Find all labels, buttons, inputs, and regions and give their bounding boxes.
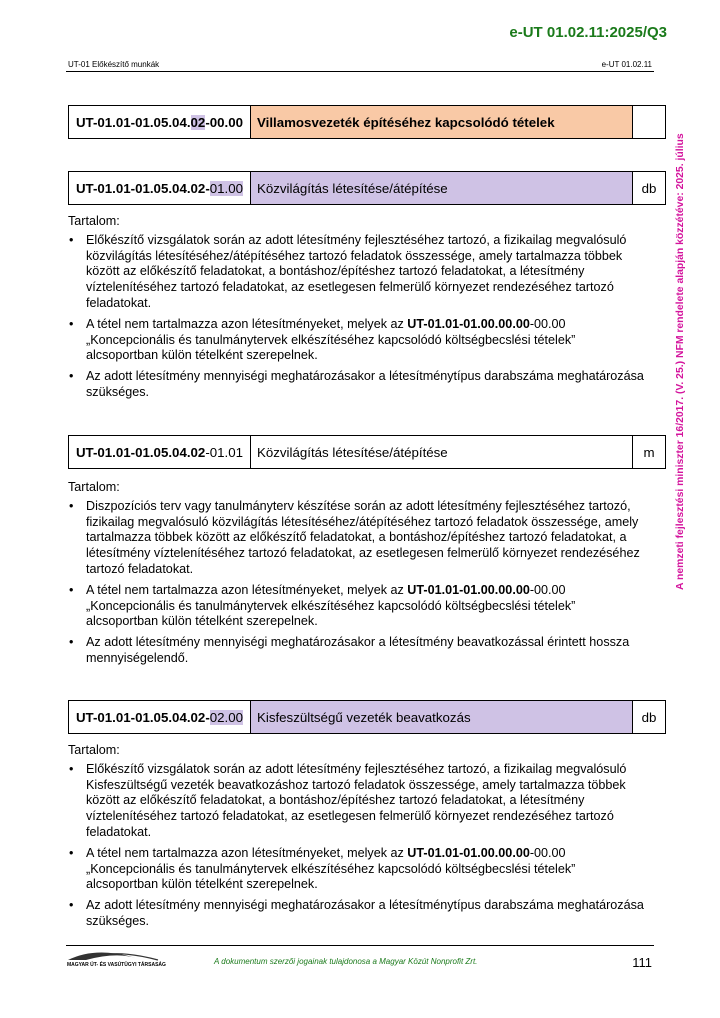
item-code: UT-01.01-01.05.04. 02 -00.00	[69, 106, 251, 138]
list-item: • A tétel nem tartalmazza azon létesítményeket, melyek az UT-01.01-01.00.00.00-00.00 „Koncepcionális és tanulmánytervek elkészítéséhez kapcsolódó költségbecslési tételek” alcsoportban külön tételként szerepelnek.	[69, 845, 576, 892]
bullet-icon: •	[69, 316, 74, 331]
footer-divider	[66, 945, 654, 946]
footer-logo-text: MAGYAR ÚT- ÉS VASÚTÜGYI TÁRSASÁG	[67, 962, 166, 968]
list-item: • Az adott létesítmény mennyiségi meghatározásakor a létesítmény beavatkozással érintett hossza mennyiségelendő.	[69, 635, 630, 665]
list-item: • Az adott létesítmény mennyiségi meghatározásakor a létesítménytípus darabszáma meghatározása szükséges.	[69, 898, 644, 928]
bullet-icon: •	[69, 635, 74, 650]
list-item: • Előkészítő vizsgálatok során az adott létesítmény fejlesztéséhez tartozó, a fizikailag megvalósuló közvilágítás létesítéséhez/átépítéséhez tartozó feladatok összessége, amely tartalmazza többek között az előkészítő feladatokat, a bontáshoz/építéshez tartozó feladatokat, a létesítmény víztelenítéséhez tartozó feladatokat, az esetlegesen felmerülő környezet rendezéséhez tartozó feladatokat.	[69, 232, 627, 310]
list-item: • Diszpozíciós terv vagy tanulmányterv készítése során az adott létesítmény fejlesztéséhez tartozó, fizikailag megvalósuló közvilágítás létesítéséhez/átépítéséhez tartozó feladatok összessége, amely tartalmazza többek között az előkészítő feladatokat, a bontáshoz/építéshez tartozó feladatokat, a létesítmény víztelenítéséhez tartozó feladatokat, az esetlegesen felmerülő környezet rendezéséhez tartozó feladatokat.	[69, 498, 640, 576]
item-content-2	[68, 480, 648, 672]
bullet-icon: •	[69, 582, 74, 597]
item-unit	[633, 106, 665, 138]
item-unit: m	[643, 444, 655, 460]
item-header-group	[68, 105, 666, 139]
item-code: UT-01.01-01.05.04.02 -01.01	[69, 436, 251, 468]
content-label: Tartalom:	[68, 214, 120, 228]
bullet-icon: •	[69, 369, 74, 384]
item-header-3	[68, 700, 666, 734]
page-number: 111	[632, 955, 652, 970]
header-doc-ref: e-UT 01.02.11	[601, 60, 652, 69]
side-publication-note: A nemzeti fejlesztési miniszter 16/2017. (V. 25.) NFM rendelete alapján közzétéve: 2025. július	[675, 133, 686, 591]
item-title: Közvilágítás létesítése/átépítése	[251, 436, 633, 468]
item-content-1	[68, 214, 648, 406]
item-title: Villamosvezeték építéséhez kapcsolódó tételek	[251, 106, 633, 138]
header-chapter: UT-01 Előkészítő munkák	[68, 60, 160, 69]
item-header-2	[68, 435, 666, 469]
item-title: Kisfeszültségű vezeték beavatkozás	[251, 701, 633, 733]
item-header-1	[68, 171, 666, 205]
document-id: e-UT 01.02.11:2025/Q3	[509, 24, 667, 41]
list-item: • A tétel nem tartalmazza azon létesítményeket, melyek az UT-01.01-01.00.00.00-00.00 „Koncepcionális és tanulmánytervek elkészítéséhez kapcsolódó költségbecslési tételek” alcsoportban külön tételként szerepelnek.	[69, 316, 576, 363]
header-divider	[66, 71, 654, 72]
item-unit: db	[641, 709, 657, 725]
content-label: Tartalom:	[68, 743, 120, 757]
footer-copyright: A dokumentum szerzői jogainak tulajdonosa a Magyar Közút Nonprofit Zrt.	[214, 957, 478, 966]
bullet-icon: •	[69, 498, 74, 513]
item-unit: db	[641, 180, 657, 196]
list-item: • A tétel nem tartalmazza azon létesítményeket, melyek az UT-01.01-01.00.00.00-00.00 „Koncepcionális és tanulmánytervek elkészítéséhez kapcsolódó költségbecslési tételek” alcsoportban külön tételként szerepelnek.	[69, 582, 576, 629]
list-item: • Előkészítő vizsgálatok során az adott létesítmény fejlesztéséhez tartozó, a fizikailag megvalósuló Kisfeszültségű vezeték beavatkozáshoz tartozó feladatok összessége, amely tartalmazza többek között az előkészítő feladatokat, a bontáshoz/építéshez tartozó feladatokat, a létesítmény víztelenítéséhez tartozó feladatokat, az esetlegesen felmerülő környezet rendezéséhez tartozó feladatokat.	[69, 761, 627, 839]
bullet-icon: •	[69, 845, 74, 860]
item-title: Közvilágítás létesítése/átépítése	[251, 172, 633, 204]
item-code: UT-01.01-01.05.04.02- 02.00	[69, 701, 251, 733]
bullet-icon: •	[69, 232, 74, 247]
item-content-3	[68, 743, 648, 935]
bullet-icon: •	[69, 761, 74, 776]
bullet-icon: •	[69, 898, 74, 913]
item-code: UT-01.01-01.05.04.02- 01.00	[69, 172, 251, 204]
list-item: • Az adott létesítmény mennyiségi meghatározásakor a létesítménytípus darabszáma meghatározása szükséges.	[69, 369, 644, 399]
content-label: Tartalom:	[68, 480, 120, 494]
